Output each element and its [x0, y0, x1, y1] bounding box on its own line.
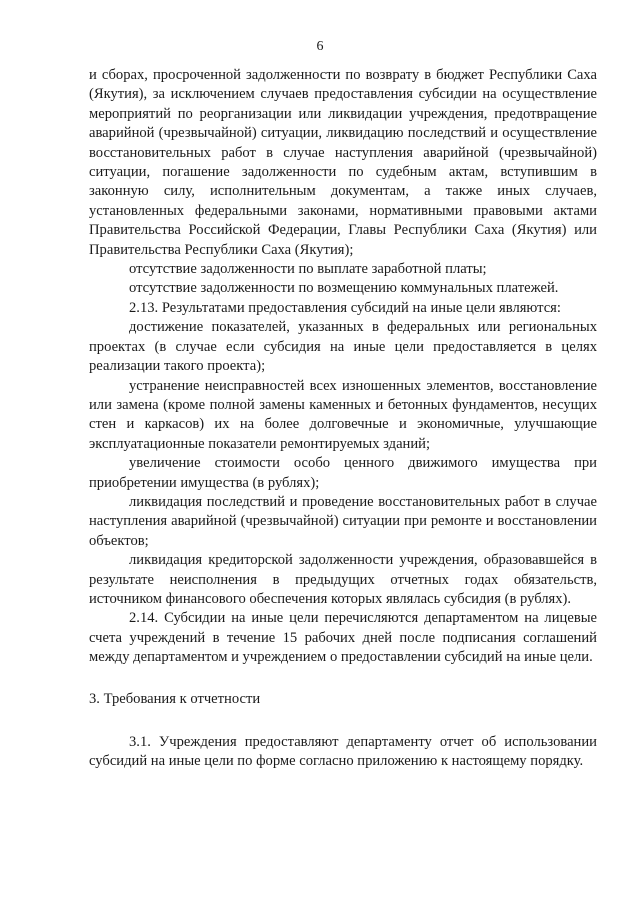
- paragraph: 3.1. Учреждения предоставляют департаменту отчет об использовании субсидий на иные цели по форме согласно приложению к настоящему порядку.: [89, 734, 597, 770]
- paragraph: отсутствие задолженности по выплате заработной платы;: [129, 261, 487, 278]
- paragraph: ликвидация кредиторской задолженности учреждения, образовавшейся в результате неисполнения в предыдущих отчетных годах обязательств, источником финансового обеспечения которых являлась субсидия (в рублях).: [89, 552, 597, 607]
- paragraph: достижение показателей, указанных в федеральных или региональных проектах (в случае если субсидия на иные цели предоставляется в целях реализации такого проекта);: [89, 319, 597, 375]
- paragraph: ликвидация последствий и проведение восстановительных работ в случае наступления аварийной (чрезвычайной) ситуации при ремонте и восстановлении объектов;: [89, 493, 597, 549]
- paragraphs-before: [89, 66, 597, 668]
- paragraph: 2.13. Результатами предоставления субсидий на иные цели являются:: [129, 299, 561, 316]
- paragraph: увеличение стоимости особо ценного движимого имущества при приобретении имущества (в рублях);: [89, 455, 597, 491]
- section-heading: 3. Требования к отчетности: [89, 690, 261, 707]
- page-number: 6: [316, 39, 324, 54]
- paragraph: 2.14. Субсидии на иные цели перечисляются департаментом на лицевые счета учреждений в течение 15 рабочих дней после подписания соглашений между департаментом и учреждением о предоставлении субсидий на иные цели.: [89, 610, 597, 666]
- paragraph: устранение неисправностей всех изношенных элементов, восстановление или замена (кроме полной замены каменных и бетонных фундаментов, несущих стен и каркасов) их на более долговечные и экономичные, улучшающие эксплуатационные показатели ремонтируемых зданий;: [89, 377, 597, 452]
- document-body: [89, 66, 597, 772]
- paragraph: отсутствие задолженности по возмещению коммунальных платежей.: [129, 280, 559, 297]
- paragraph: и сборах, просроченной задолженности по возврату в бюджет Республики Саха (Якутия), за исключением случаев предоставления субсидии на осуществление мероприятий по реорганизации или ликвидации учреждения, предотвращение аварийной (чрезвычайной) ситуации, ликвидацию последствий и осуществление восстановительных работ в случае наступления аварийной (чрезвычайной) ситуации, погашение задолженности по судебным актам, вступившим в законную силу, исполнительным документам, а также иных случаев, установленных федеральными законами, нормативными правовыми актами Правительства Российской Федерации, Главы Республики Саха (Якутия) или Правительства Республики Саха (Якутия);: [89, 67, 597, 258]
- paragraphs-after: [89, 733, 597, 772]
